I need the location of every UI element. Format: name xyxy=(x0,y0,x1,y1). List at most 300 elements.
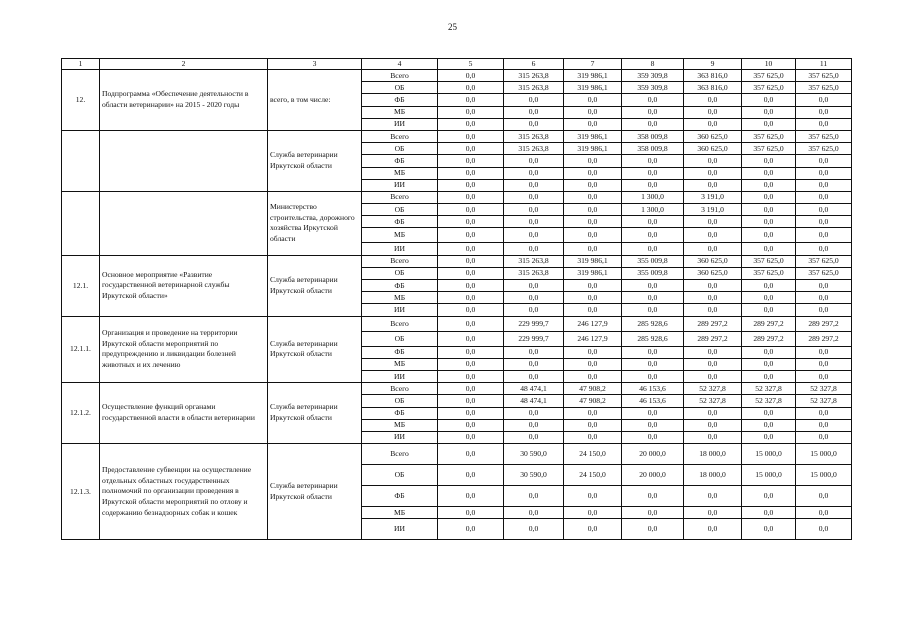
value-cell: 0,0 xyxy=(504,407,564,419)
value-cell: 46 153,6 xyxy=(622,383,684,395)
value-cell: 0,0 xyxy=(622,519,684,540)
funding-source: ФБ xyxy=(362,216,438,228)
value-cell: 18 000,0 xyxy=(684,444,742,465)
value-cell: 0,0 xyxy=(564,431,622,443)
funding-source: ИИ xyxy=(362,519,438,540)
value-cell: 0,0 xyxy=(622,486,684,507)
value-cell: 0,0 xyxy=(438,419,504,431)
funding-source: Всего xyxy=(362,383,438,395)
item-name: Основное мероприятие «Развитие государственной ветеринарной службы Иркутской области» xyxy=(100,255,268,316)
value-cell: 46 153,6 xyxy=(622,395,684,407)
value-cell: 0,0 xyxy=(504,167,564,179)
funding-source: ФБ xyxy=(362,407,438,419)
value-cell: 355 009,8 xyxy=(622,255,684,267)
value-cell: 15 000,0 xyxy=(742,465,796,486)
value-cell: 0,0 xyxy=(622,280,684,292)
value-cell: 0,0 xyxy=(438,370,504,382)
value-cell: 0,0 xyxy=(796,179,852,191)
value-cell: 315 263,8 xyxy=(504,143,564,155)
table-row xyxy=(62,383,852,395)
item-number: 12.1.2. xyxy=(62,383,100,444)
value-cell: 359 309,8 xyxy=(622,70,684,82)
value-cell: 0,0 xyxy=(742,292,796,304)
value-cell: 0,0 xyxy=(438,280,504,292)
value-cell: 0,0 xyxy=(684,370,742,382)
value-cell: 0,0 xyxy=(684,243,742,255)
value-cell: 0,0 xyxy=(796,167,852,179)
value-cell: 0,0 xyxy=(438,191,504,203)
funding-source: Всего xyxy=(362,316,438,331)
value-cell: 0,0 xyxy=(564,486,622,507)
value-cell: 0,0 xyxy=(564,304,622,316)
header-cell: 9 xyxy=(684,59,742,70)
value-cell: 0,0 xyxy=(796,346,852,358)
item-number: 12.1.3. xyxy=(62,444,100,540)
value-cell: 0,0 xyxy=(438,228,504,243)
value-cell: 0,0 xyxy=(438,243,504,255)
funding-source: Всего xyxy=(362,444,438,465)
value-cell: 319 986,1 xyxy=(564,82,622,94)
value-cell: 0,0 xyxy=(622,358,684,370)
value-cell: 289 297,2 xyxy=(742,316,796,331)
value-cell: 289 297,2 xyxy=(742,331,796,346)
value-cell: 0,0 xyxy=(742,204,796,216)
value-cell: 0,0 xyxy=(504,191,564,203)
table-body xyxy=(62,70,852,540)
value-cell: 0,0 xyxy=(622,370,684,382)
item-number xyxy=(62,130,100,191)
value-cell: 289 297,2 xyxy=(796,316,852,331)
value-cell: 0,0 xyxy=(564,507,622,519)
value-cell: 48 474,1 xyxy=(504,395,564,407)
header-cell: 2 xyxy=(100,59,268,70)
funding-source: МБ xyxy=(362,507,438,519)
value-cell: 0,0 xyxy=(796,407,852,419)
table-row xyxy=(62,70,852,82)
value-cell: 0,0 xyxy=(742,167,796,179)
value-cell: 357 625,0 xyxy=(796,130,852,142)
value-cell: 0,0 xyxy=(438,94,504,106)
value-cell: 0,0 xyxy=(438,519,504,540)
value-cell: 0,0 xyxy=(622,431,684,443)
value-cell: 0,0 xyxy=(796,94,852,106)
value-cell: 0,0 xyxy=(796,118,852,130)
value-cell: 0,0 xyxy=(742,407,796,419)
value-cell: 0,0 xyxy=(796,191,852,203)
value-cell: 0,0 xyxy=(796,155,852,167)
value-cell: 0,0 xyxy=(438,255,504,267)
value-cell: 0,0 xyxy=(684,228,742,243)
value-cell: 0,0 xyxy=(504,228,564,243)
value-cell: 0,0 xyxy=(796,358,852,370)
funding-source: МБ xyxy=(362,106,438,118)
funding-source: ИИ xyxy=(362,370,438,382)
value-cell: 0,0 xyxy=(504,179,564,191)
value-cell: 0,0 xyxy=(438,346,504,358)
value-cell: 0,0 xyxy=(438,331,504,346)
value-cell: 315 263,8 xyxy=(504,267,564,279)
value-cell: 0,0 xyxy=(684,216,742,228)
value-cell: 52 327,8 xyxy=(684,383,742,395)
value-cell: 0,0 xyxy=(564,167,622,179)
value-cell: 319 986,1 xyxy=(564,267,622,279)
table-row xyxy=(62,130,852,142)
value-cell: 0,0 xyxy=(684,155,742,167)
value-cell: 0,0 xyxy=(684,507,742,519)
value-cell: 0,0 xyxy=(796,519,852,540)
funding-source: ФБ xyxy=(362,280,438,292)
value-cell: 0,0 xyxy=(504,419,564,431)
value-cell: 319 986,1 xyxy=(564,130,622,142)
funding-source: МБ xyxy=(362,292,438,304)
item-executor: Служба ветеринарии Иркутской области xyxy=(268,255,362,316)
header-cell: 5 xyxy=(438,59,504,70)
funding-source: Всего xyxy=(362,130,438,142)
value-cell: 315 263,8 xyxy=(504,130,564,142)
value-cell: 0,0 xyxy=(438,267,504,279)
value-cell: 0,0 xyxy=(504,346,564,358)
value-cell: 357 625,0 xyxy=(742,143,796,155)
value-cell: 315 263,8 xyxy=(504,70,564,82)
value-cell: 0,0 xyxy=(622,155,684,167)
value-cell: 357 625,0 xyxy=(742,255,796,267)
value-cell: 0,0 xyxy=(742,216,796,228)
value-cell: 360 625,0 xyxy=(684,267,742,279)
value-cell: 0,0 xyxy=(796,486,852,507)
value-cell: 0,0 xyxy=(622,167,684,179)
value-cell: 1 300,0 xyxy=(622,204,684,216)
value-cell: 0,0 xyxy=(684,419,742,431)
value-cell: 20 000,0 xyxy=(622,465,684,486)
value-cell: 0,0 xyxy=(796,280,852,292)
value-cell: 0,0 xyxy=(504,94,564,106)
value-cell: 0,0 xyxy=(742,519,796,540)
value-cell: 15 000,0 xyxy=(796,444,852,465)
value-cell: 0,0 xyxy=(684,486,742,507)
value-cell: 0,0 xyxy=(438,407,504,419)
value-cell: 0,0 xyxy=(564,346,622,358)
value-cell: 0,0 xyxy=(684,407,742,419)
value-cell: 229 999,7 xyxy=(504,316,564,331)
item-executor: Служба ветеринарии Иркутской области xyxy=(268,316,362,383)
value-cell: 0,0 xyxy=(742,507,796,519)
value-cell: 315 263,8 xyxy=(504,255,564,267)
value-cell: 0,0 xyxy=(742,358,796,370)
value-cell: 0,0 xyxy=(564,519,622,540)
value-cell: 24 150,0 xyxy=(564,444,622,465)
value-cell: 0,0 xyxy=(684,304,742,316)
value-cell: 0,0 xyxy=(438,444,504,465)
value-cell: 0,0 xyxy=(564,155,622,167)
value-cell: 319 986,1 xyxy=(564,143,622,155)
value-cell: 0,0 xyxy=(622,179,684,191)
header-cell: 4 xyxy=(362,59,438,70)
value-cell: 52 327,8 xyxy=(684,395,742,407)
value-cell: 0,0 xyxy=(438,70,504,82)
value-cell: 0,0 xyxy=(438,316,504,331)
value-cell: 0,0 xyxy=(622,243,684,255)
funding-source: ОБ xyxy=(362,204,438,216)
value-cell: 357 625,0 xyxy=(796,143,852,155)
value-cell: 0,0 xyxy=(684,431,742,443)
value-cell: 0,0 xyxy=(684,358,742,370)
value-cell: 315 263,8 xyxy=(504,82,564,94)
funding-source: ИИ xyxy=(362,118,438,130)
value-cell: 0,0 xyxy=(504,204,564,216)
value-cell: 0,0 xyxy=(438,383,504,395)
value-cell: 0,0 xyxy=(504,292,564,304)
value-cell: 0,0 xyxy=(742,346,796,358)
header-cell: 6 xyxy=(504,59,564,70)
value-cell: 0,0 xyxy=(438,292,504,304)
budget-table xyxy=(61,58,852,540)
value-cell: 0,0 xyxy=(742,94,796,106)
value-cell: 0,0 xyxy=(742,155,796,167)
value-cell: 319 986,1 xyxy=(564,255,622,267)
value-cell: 3 191,0 xyxy=(684,191,742,203)
value-cell: 0,0 xyxy=(622,216,684,228)
value-cell: 15 000,0 xyxy=(796,465,852,486)
item-executor: Служба ветеринарии Иркутской области xyxy=(268,383,362,444)
item-executor: Служба ветеринарии Иркутской области xyxy=(268,444,362,540)
value-cell: 357 625,0 xyxy=(742,82,796,94)
value-cell: 47 908,2 xyxy=(564,395,622,407)
value-cell: 0,0 xyxy=(504,118,564,130)
value-cell: 0,0 xyxy=(564,216,622,228)
funding-source: ИИ xyxy=(362,179,438,191)
value-cell: 0,0 xyxy=(438,204,504,216)
funding-source: ФБ xyxy=(362,94,438,106)
value-cell: 0,0 xyxy=(622,228,684,243)
value-cell: 289 297,2 xyxy=(684,331,742,346)
header-cell: 8 xyxy=(622,59,684,70)
value-cell: 0,0 xyxy=(438,130,504,142)
value-cell: 0,0 xyxy=(796,228,852,243)
funding-source: ФБ xyxy=(362,486,438,507)
value-cell: 0,0 xyxy=(684,106,742,118)
item-executor: Служба ветеринарии Иркутской области xyxy=(268,130,362,191)
item-name xyxy=(100,130,268,191)
header-cell: 1 xyxy=(62,59,100,70)
value-cell: 0,0 xyxy=(504,507,564,519)
value-cell: 0,0 xyxy=(564,94,622,106)
value-cell: 0,0 xyxy=(438,179,504,191)
value-cell: 47 908,2 xyxy=(564,383,622,395)
value-cell: 0,0 xyxy=(796,431,852,443)
value-cell: 0,0 xyxy=(622,292,684,304)
value-cell: 357 625,0 xyxy=(742,130,796,142)
value-cell: 0,0 xyxy=(504,216,564,228)
value-cell: 0,0 xyxy=(438,431,504,443)
value-cell: 0,0 xyxy=(684,292,742,304)
value-cell: 0,0 xyxy=(796,216,852,228)
value-cell: 1 300,0 xyxy=(622,191,684,203)
funding-source: ИИ xyxy=(362,431,438,443)
value-cell: 0,0 xyxy=(438,216,504,228)
value-cell: 0,0 xyxy=(438,167,504,179)
value-cell: 289 297,2 xyxy=(796,331,852,346)
value-cell: 363 816,0 xyxy=(684,82,742,94)
header-cell: 3 xyxy=(268,59,362,70)
page-number: 25 xyxy=(448,22,457,32)
value-cell: 0,0 xyxy=(742,370,796,382)
value-cell: 357 625,0 xyxy=(796,82,852,94)
value-cell: 0,0 xyxy=(684,167,742,179)
value-cell: 20 000,0 xyxy=(622,444,684,465)
value-cell: 0,0 xyxy=(564,292,622,304)
value-cell: 0,0 xyxy=(504,431,564,443)
value-cell: 0,0 xyxy=(742,191,796,203)
funding-source: МБ xyxy=(362,358,438,370)
table-row xyxy=(62,255,852,267)
header-cell: 7 xyxy=(564,59,622,70)
table-row xyxy=(62,191,852,203)
funding-source: ФБ xyxy=(362,346,438,358)
value-cell: 0,0 xyxy=(796,106,852,118)
value-cell: 0,0 xyxy=(796,204,852,216)
value-cell: 0,0 xyxy=(742,179,796,191)
value-cell: 0,0 xyxy=(438,143,504,155)
value-cell: 0,0 xyxy=(622,304,684,316)
value-cell: 0,0 xyxy=(684,118,742,130)
value-cell: 289 297,2 xyxy=(684,316,742,331)
value-cell: 0,0 xyxy=(684,519,742,540)
value-cell: 363 816,0 xyxy=(684,70,742,82)
value-cell: 0,0 xyxy=(564,419,622,431)
funding-source: ИИ xyxy=(362,243,438,255)
value-cell: 357 625,0 xyxy=(796,267,852,279)
value-cell: 0,0 xyxy=(742,280,796,292)
item-executor: Министерство строительства, дорожного хозяйства Иркутской области xyxy=(268,191,362,255)
item-number: 12.1. xyxy=(62,255,100,316)
value-cell: 0,0 xyxy=(684,346,742,358)
funding-source: ОБ xyxy=(362,143,438,155)
value-cell: 0,0 xyxy=(564,179,622,191)
header-cell: 11 xyxy=(796,59,852,70)
value-cell: 0,0 xyxy=(438,507,504,519)
value-cell: 0,0 xyxy=(438,82,504,94)
value-cell: 0,0 xyxy=(742,419,796,431)
value-cell: 357 625,0 xyxy=(796,255,852,267)
value-cell: 358 009,8 xyxy=(622,130,684,142)
funding-source: Всего xyxy=(362,255,438,267)
funding-source: Всего xyxy=(362,191,438,203)
value-cell: 24 150,0 xyxy=(564,465,622,486)
item-number xyxy=(62,191,100,255)
value-cell: 285 928,6 xyxy=(622,331,684,346)
value-cell: 0,0 xyxy=(742,304,796,316)
funding-source: ОБ xyxy=(362,82,438,94)
value-cell: 229 999,7 xyxy=(504,331,564,346)
value-cell: 52 327,8 xyxy=(796,383,852,395)
value-cell: 319 986,1 xyxy=(564,70,622,82)
value-cell: 357 625,0 xyxy=(742,70,796,82)
value-cell: 360 625,0 xyxy=(684,143,742,155)
value-cell: 0,0 xyxy=(796,304,852,316)
item-number: 12. xyxy=(62,70,100,131)
value-cell: 0,0 xyxy=(622,346,684,358)
value-cell: 355 009,8 xyxy=(622,267,684,279)
value-cell: 52 327,8 xyxy=(742,395,796,407)
funding-source: ОБ xyxy=(362,465,438,486)
value-cell: 357 625,0 xyxy=(796,70,852,82)
value-cell: 0,0 xyxy=(504,280,564,292)
value-cell: 246 127,9 xyxy=(564,331,622,346)
value-cell: 0,0 xyxy=(564,280,622,292)
value-cell: 0,0 xyxy=(742,118,796,130)
value-cell: 0,0 xyxy=(438,155,504,167)
value-cell: 52 327,8 xyxy=(796,395,852,407)
funding-source: ОБ xyxy=(362,267,438,279)
value-cell: 0,0 xyxy=(564,118,622,130)
value-cell: 0,0 xyxy=(438,304,504,316)
value-cell: 0,0 xyxy=(622,407,684,419)
value-cell: 0,0 xyxy=(796,419,852,431)
value-cell: 0,0 xyxy=(742,243,796,255)
funding-source: ИИ xyxy=(362,304,438,316)
value-cell: 48 474,1 xyxy=(504,383,564,395)
value-cell: 0,0 xyxy=(796,292,852,304)
funding-source: ОБ xyxy=(362,395,438,407)
value-cell: 0,0 xyxy=(504,243,564,255)
value-cell: 0,0 xyxy=(438,118,504,130)
value-cell: 15 000,0 xyxy=(742,444,796,465)
header-cell: 10 xyxy=(742,59,796,70)
value-cell: 0,0 xyxy=(564,243,622,255)
header-row xyxy=(62,59,852,70)
value-cell: 0,0 xyxy=(622,419,684,431)
value-cell: 0,0 xyxy=(622,507,684,519)
value-cell: 0,0 xyxy=(504,155,564,167)
value-cell: 0,0 xyxy=(564,370,622,382)
value-cell: 0,0 xyxy=(564,204,622,216)
value-cell: 0,0 xyxy=(564,228,622,243)
value-cell: 0,0 xyxy=(504,370,564,382)
value-cell: 358 009,8 xyxy=(622,143,684,155)
table-row xyxy=(62,444,852,465)
item-name xyxy=(100,191,268,255)
value-cell: 0,0 xyxy=(796,370,852,382)
value-cell: 0,0 xyxy=(438,358,504,370)
funding-source: МБ xyxy=(362,228,438,243)
value-cell: 0,0 xyxy=(504,486,564,507)
value-cell: 285 928,6 xyxy=(622,316,684,331)
value-cell: 0,0 xyxy=(564,407,622,419)
item-name: Предоставление субвенции на осуществление отдельных областных государственных полномочий по организации проведения в Иркутской области мероприятий по отлову и содержанию безнадзорных собак и кошек xyxy=(100,444,268,540)
value-cell: 0,0 xyxy=(796,243,852,255)
funding-source: МБ xyxy=(362,167,438,179)
funding-source: Всего xyxy=(362,70,438,82)
value-cell: 30 590,0 xyxy=(504,465,564,486)
value-cell: 359 309,8 xyxy=(622,82,684,94)
value-cell: 0,0 xyxy=(742,431,796,443)
value-cell: 246 127,9 xyxy=(564,316,622,331)
item-name: Осуществление функций органами государственной власти в области ветеринарии xyxy=(100,383,268,444)
value-cell: 0,0 xyxy=(438,395,504,407)
funding-source: ФБ xyxy=(362,155,438,167)
value-cell: 357 625,0 xyxy=(742,267,796,279)
value-cell: 0,0 xyxy=(564,358,622,370)
value-cell: 0,0 xyxy=(684,94,742,106)
value-cell: 0,0 xyxy=(564,191,622,203)
value-cell: 0,0 xyxy=(622,118,684,130)
value-cell: 0,0 xyxy=(564,106,622,118)
value-cell: 0,0 xyxy=(622,94,684,106)
value-cell: 0,0 xyxy=(622,106,684,118)
value-cell: 0,0 xyxy=(438,106,504,118)
value-cell: 30 590,0 xyxy=(504,444,564,465)
item-executor: всего, в том числе: xyxy=(268,70,362,131)
